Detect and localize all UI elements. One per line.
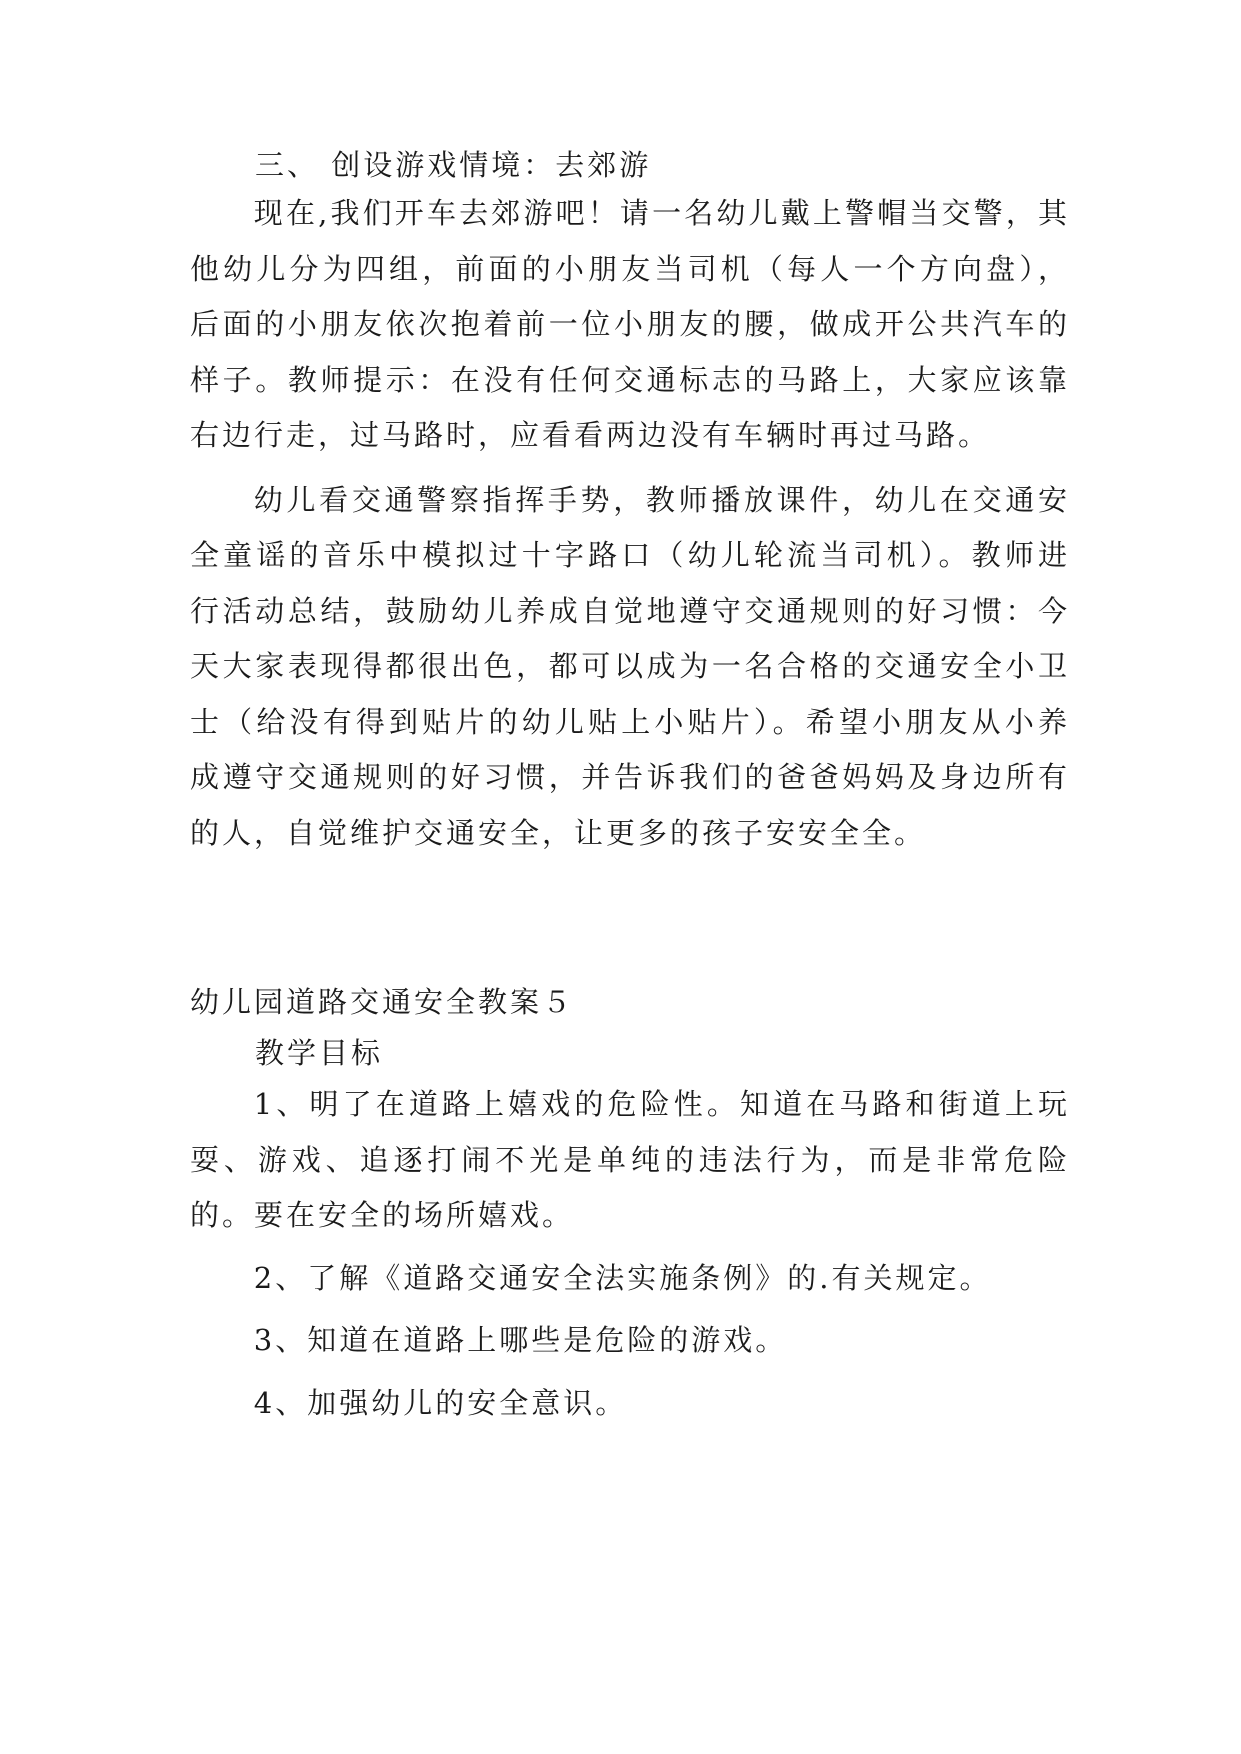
goal-item-4: 4、加强幼儿的安全意识。	[253, 1385, 628, 1420]
goal-item-2: 2、了解《道路交通安全法实施条例》的.有关规定。	[253, 1260, 992, 1295]
section-body	[190, 186, 1070, 861]
goal-item-3: 3、知道在道路上哪些是危险的游戏。	[253, 1323, 788, 1357]
goals-heading: 教学目标	[255, 1036, 384, 1070]
goals-list	[190, 1077, 1070, 1431]
paragraph-summary: 幼儿看交通警察指挥手势，教师播放课件，幼儿在交通安全童谣的音乐中模拟过十字路口（幼儿轮流当司机）。教师进行活动总结，鼓励幼儿养成自觉地遵守交通规则的好习惯：今天大家表现得都很出色，都可以成为一名合格的交通安全小卫士（给没有得到贴片的幼儿贴上小贴片）。希望小朋友从小养成遵守交通规则的好习惯，并告诉我们的爸爸妈妈及身边所有的人，自觉维护交通安全，让更多的孩子安安全全。	[190, 482, 1070, 850]
paragraph-outing: 现在,我们开车去郊游吧！请一名幼儿戴上警帽当交警，其他幼儿分为四组，前面的小朋友当司机（每人一个方向盘），后面的小朋友依次抱着前一位小朋友的腰，做成开公共汽车的样子。教师提示：在没有任何交通标志的马路上，大家应该靠右边行走，过马路时，应看看两边没有车辆时再过马路。	[190, 196, 1070, 452]
section-heading: 三、 创设游戏情境：去郊游	[255, 148, 652, 182]
goal-item-1: 1、明了在道路上嬉戏的危险性。知道在马路和街道上玩耍、游戏、追逐打闹不光是单纯的违法行为，而是非常危险的。要在安全的场所嬉戏。	[190, 1087, 1070, 1232]
plan-title: 幼儿园道路交通安全教案５	[190, 985, 575, 1019]
